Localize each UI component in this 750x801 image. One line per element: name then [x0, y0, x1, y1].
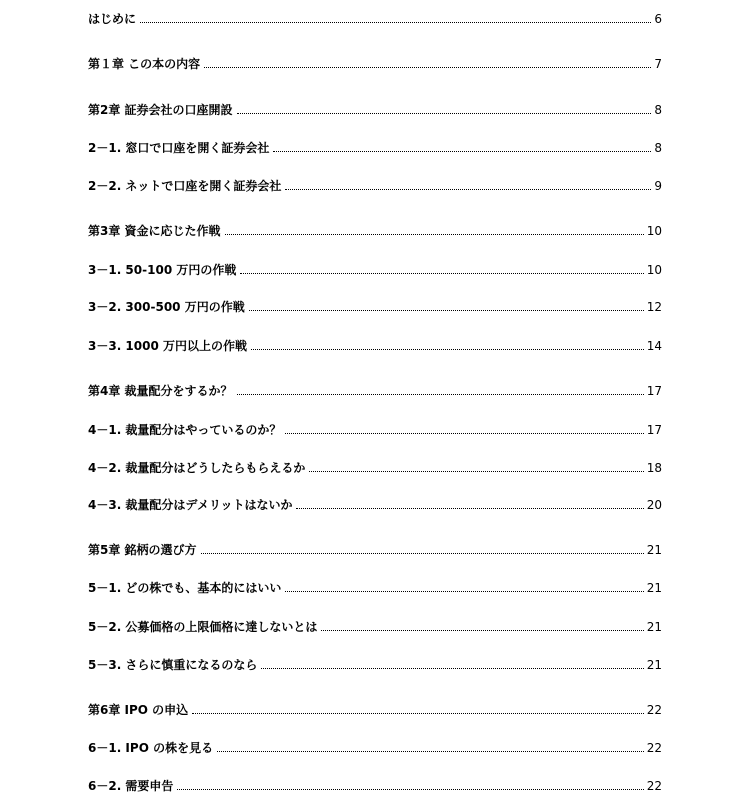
- toc-entry-label: 3－3. 1000 万円以上の作戦: [88, 339, 248, 353]
- toc-entry-page: 6: [654, 12, 662, 26]
- toc-entry: [88, 218, 662, 238]
- toc-entry-label: 4－2. 裁量配分はどうしたらもらえるか: [88, 461, 306, 475]
- toc-entry-label: 2－1. 窓口で口座を開く証券会社: [88, 141, 270, 155]
- toc-leader-dots: [296, 507, 643, 509]
- toc-entry-page: 22: [646, 703, 662, 717]
- toc-leader-dots: [140, 21, 651, 23]
- toc-entry: [88, 735, 662, 755]
- toc-entry: [88, 652, 662, 672]
- toc-entry-label: 第4章 裁量配分をするか？: [88, 384, 233, 398]
- toc-entry: [88, 6, 662, 26]
- toc-entry-label: 5－2. 公募価格の上限価格に達しないとは: [88, 620, 318, 634]
- toc-leader-dots: [285, 590, 643, 592]
- toc-entry-label: 5－1. どの株でも、基本的にはいい: [88, 581, 282, 595]
- toc-entry-page: 22: [646, 741, 662, 755]
- toc-entry: [88, 294, 662, 314]
- toc-entry-page: 21: [646, 581, 662, 595]
- toc-entry: [88, 614, 662, 634]
- toc-entry-page: 17: [646, 423, 662, 437]
- toc-entry: [88, 773, 662, 793]
- toc-entry: [88, 417, 662, 437]
- toc-entry-label: 第5章 銘柄の選び方: [88, 543, 197, 557]
- toc-leader-dots: [321, 629, 643, 631]
- toc-entry-page: 14: [646, 339, 662, 353]
- toc-leader-dots: [204, 66, 651, 68]
- toc-entry-page: 18: [646, 461, 662, 475]
- toc-leader-dots: [237, 112, 652, 114]
- toc-entry-label: 3－2. 300-500 万円の作戦: [88, 300, 245, 314]
- toc-entry-label: 4－3. 裁量配分はデメリットはないか: [88, 498, 293, 512]
- toc-leader-dots: [285, 432, 643, 434]
- toc-leader-dots: [240, 272, 643, 274]
- toc-leader-dots: [309, 470, 643, 472]
- toc-entry: [88, 333, 662, 353]
- toc-entry: [88, 173, 662, 193]
- toc-entry: [88, 378, 662, 398]
- toc-leader-dots: [261, 667, 643, 669]
- toc-entry-label: はじめに: [88, 12, 137, 26]
- toc-leader-dots: [249, 309, 644, 311]
- toc-entry-label: 6－1. IPO の株を見る: [88, 741, 214, 755]
- toc-entry-page: 21: [646, 620, 662, 634]
- toc-entry-label: 5－3. さらに慎重になるのなら: [88, 658, 258, 672]
- toc-entry: [88, 575, 662, 595]
- toc-entry-page: 10: [646, 224, 662, 238]
- toc-entry: [88, 135, 662, 155]
- toc-entry-label: 第１章 この本の内容: [88, 57, 201, 71]
- toc-entry: [88, 697, 662, 717]
- toc-entry: [88, 51, 662, 71]
- toc-entry-page: 8: [654, 103, 662, 117]
- toc-leader-dots: [225, 233, 644, 235]
- toc-entry: [88, 455, 662, 475]
- toc-entry-page: 21: [646, 543, 662, 557]
- toc-leader-dots: [237, 393, 644, 395]
- toc-entry-page: 20: [646, 498, 662, 512]
- toc-leader-dots: [285, 188, 651, 190]
- toc-entry: [88, 492, 662, 512]
- toc-entry-label: 2－2. ネットで口座を開く証券会社: [88, 179, 282, 193]
- toc-leader-dots: [217, 750, 644, 752]
- toc-entry: [88, 97, 662, 117]
- toc-entry-page: 8: [654, 141, 662, 155]
- toc-entry-page: 12: [646, 300, 662, 314]
- toc-entry-page: 22: [646, 779, 662, 793]
- toc-entry-label: 6－2. 需要申告: [88, 779, 174, 793]
- toc-entry-page: 9: [654, 179, 662, 193]
- toc-entry-page: 10: [646, 263, 662, 277]
- toc-entry-label: 第3章 資金に応じた作戦: [88, 224, 221, 238]
- toc-entry: [88, 537, 662, 557]
- toc-leader-dots: [177, 788, 643, 790]
- toc-entry: [88, 257, 662, 277]
- toc-entry-label: 4－1. 裁量配分はやっているのか？: [88, 423, 282, 437]
- toc-entry-label: 3－1. 50-100 万円の作戦: [88, 263, 237, 277]
- toc-leader-dots: [251, 348, 644, 350]
- toc-entry-page: 17: [646, 384, 662, 398]
- toc-leader-dots: [192, 712, 644, 714]
- toc-entry-page: 21: [646, 658, 662, 672]
- toc-entry-label: 第6章 IPO の申込: [88, 703, 189, 717]
- toc-leader-dots: [273, 150, 651, 152]
- toc-leader-dots: [201, 552, 644, 554]
- toc-entry-page: 7: [654, 57, 662, 71]
- toc-entry-label: 第2章 証券会社の口座開設: [88, 103, 233, 117]
